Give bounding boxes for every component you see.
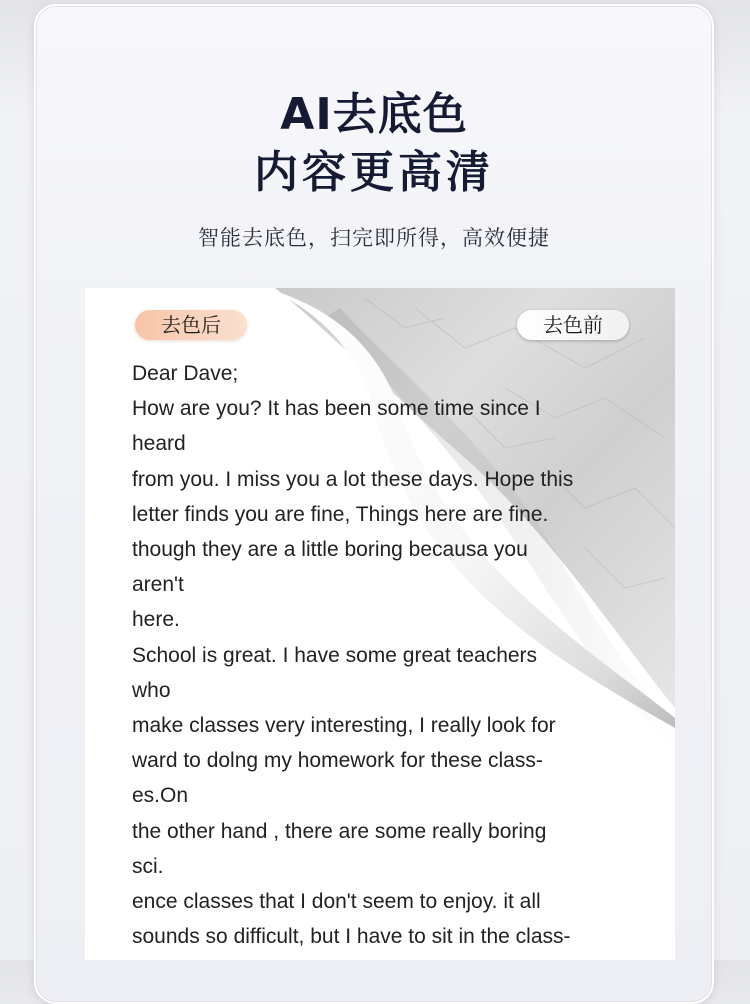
before-after-preview: [85, 288, 675, 960]
letter-line: School is great. I have some great teachers: [132, 643, 538, 667]
letter-line: ence classes that I don't seem to enjoy. it all: [132, 890, 541, 914]
feature-tagline: 智能去底色，扫完即所得，高效便捷: [198, 226, 550, 250]
letter-line: How are you? It has been some time since I: [132, 397, 541, 421]
letter-line: though they are a little boring becausa you: [132, 538, 528, 562]
page-title: AI去底色: [280, 89, 468, 140]
letter-line: letter finds you are fine, Things here are fine.: [132, 502, 549, 526]
letter-line: here.: [132, 608, 180, 632]
after-label-badge: 去色后: [135, 310, 247, 340]
letter-text: [132, 356, 632, 954]
before-label-badge: 去色前: [517, 310, 629, 340]
letter-line: heard: [132, 432, 186, 456]
letter-line: make classes very interesting, I really look for: [132, 714, 556, 738]
letter-line: aren't: [132, 573, 184, 597]
letter-line: Dear Dave;: [132, 362, 239, 385]
letter-line: the other hand , there are some really boring: [132, 819, 547, 843]
letter-line: es.On: [132, 784, 189, 808]
letter-line: sci.: [132, 854, 164, 878]
letter-line: ward to dolng my homework for these class-: [132, 749, 543, 773]
letter-line: who: [132, 678, 171, 702]
letter-line: from you. I miss you a lot these days. Hope this: [132, 467, 574, 491]
letter-line: sounds so difficult, but I have to sit in the class-: [132, 925, 571, 949]
page-subtitle: 内容更高清: [254, 147, 494, 198]
